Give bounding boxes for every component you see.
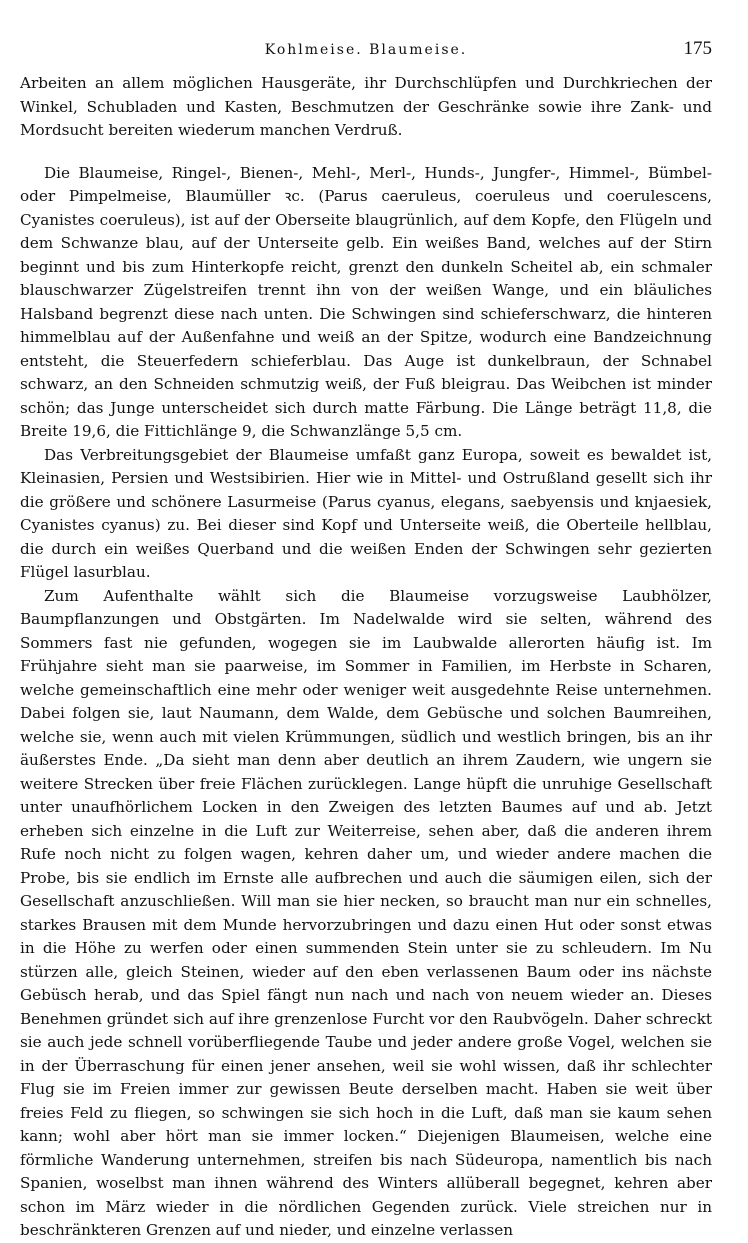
paragraph-continuation: Arbeiten an allem möglichen Hausgeräte, ihr Durchschlüpfen und Durchkriechen der Winkel, Schubladen und Kasten, Beschmutzen der Geschränke sowie ihre Zank- und Mordsucht bereiten wiederum manchen Verdruß. [20, 74, 712, 139]
running-title: Kohlmeise. Blaumeise. [264, 42, 468, 58]
paragraph-distribution: Das Verbreitungsgebiet der Blaumeise umfaßt ganz Europa, soweit es bewaldet ist, Kleinasien, Persien und Westsibirien. Hier wie in Mittel- und Ostrußland gesellt sich ihr die größere und schönere Lasurmeise (Parus cyanus, elegans, saebyensis und knjaesiek, Cyanistes cyanus) zu. Bei dieser sind Kopf und Unterseite weiß, die Oberteile hellblau, die durch ein weißes Querband und die weißen Enden der Schwingen sehr gezierten Flügel lasurblau. [20, 445, 712, 581]
book-page [20, 0, 712, 1239]
paragraph-blaumeise-description: Die Blaumeise, Ringel-, Bienen-, Mehl-, Merl-, Hunds-, Jungfer-, Himmel-, Bümbel- oder Pimpelmeise, Blaumüller ꝛc. (Parus caeruleus, coeruleus und coerulescens, Cyanistes coeruleus), ist auf der Oberseite blaugrünlich, auf dem Kopfe, den Flügeln und dem Schwanze blau, auf der Unterseite gelb. Ein weißes Band, welches auf der Stirn beginnt und bis zum Hinterkopfe reicht, grenzt den dunkeln Scheitel ab, ein schmaler blauschwarzer Zügelstreifen trennt ihn von der weißen Wange, und ein bläuliches Halsband begrenzt diese nach unten. Die Schwingen sind schieferschwarz, die hinteren himmelblau auf der Außenfahne und weiß an der Spitze, wodurch eine Bandzeichnung entsteht, die Steuerfedern schieferblau. Das Auge ist dunkelbraun, der Schnabel schwarz, an den Schneiden schmutzig weiß, der Fuß bleigrau. Das Weibchen ist minder schön; das Junge unterscheidet sich durch matte Färbung. Die Länge beträgt 11,8, die Breite 19,6, die Fittichlänge 9, die Schwanzlänge 5,5 cm. [20, 163, 712, 440]
paragraph-habitat: Zum Aufenthalte wählt sich die Blaumeise vorzugsweise Laubhölzer, Baumpflanzungen und Obstgärten. Im Nadelwalde wird sie selten, während des Sommers fast nie gefunden, wogegen sie im Laubwalde allerorten häufig ist. Im Frühjahre sieht man sie paarweise, im Sommer in Familien, im Herbste in Scharen, welche gemeinschaftlich eine mehr oder weniger weit ausgedehnte Reise unternehmen. Dabei folgen sie, laut Naumann, dem Walde, dem Gebüsche und solchen Baumreihen, welche sie, wenn auch mit vielen Krümmungen, südlich und westlich bringen, bis an ihr äußerstes Ende. „Da sieht man denn aber deutlich an ihrem Zaudern, wie ungern sie weitere Strecken über freie Flächen zurücklegen. Lange hüpft die unruhige Gesellschaft unter unaufhörlichem Locken in den Zweigen des letzten Baumes auf und ab. Jetzt erheben sich einzelne in die Luft zur Weiterreise, sehen aber, daß die anderen ihrem Rufe noch nicht zu folgen wagen, kehren daher um, und wieder andere machen die Probe, bis sie endlich im Ernste alle aufbrechen und auch die säumigen eilen, sich der Gesellschaft anzuschließen. Will man sie hier necken, so braucht man nur ein schnelles, starkes Brausen mit dem Munde hervorzubringen und dazu einen Hut oder sonst etwas in die Höhe zu werfen oder einen summenden Stein unter sie zu schleudern. Im Nu stürzen alle, gleich Steinen, wieder auf den eben verlassenen Baum oder ins nächste Gebüsch herab, und das Spiel fängt nun nach und nach von neuem wieder an. Dieses Benehmen gründet sich auf ihre grenzenlose Furcht vor den Raubvögeln. Daher schreckt sie auch jede schnell vorüberfliegende Taube und jeder andere große Vogel, welchen sie in der Überraschung für einen jener ansehen, weil sie wohl wissen, daß ihr schlechter Flug sie im Freien immer zur gewissen Beute derselben macht. Haben sie weit über freies Feld zu fliegen, so schwingen sie sich hoch in die Luft, daß man sie kaum sehen kann; wohl aber hört man sie immer locken.“ Diejenigen Blaumeisen, welche eine förmliche Wanderung unternehmen, streifen bis nach Südeuropa, namentlich bis nach Spanien, woselbst man ihnen während des Winters allüberall begegnet, kehren aber schon im März wieder in die nördlichen Gegenden zurück. Viele streichen nur in beschränkteren Grenzen auf und nieder, und einzelne verlassen [20, 586, 712, 1239]
page-number: 175 [683, 38, 712, 59]
page-header [20, 38, 712, 68]
body-text [20, 72, 712, 1243]
